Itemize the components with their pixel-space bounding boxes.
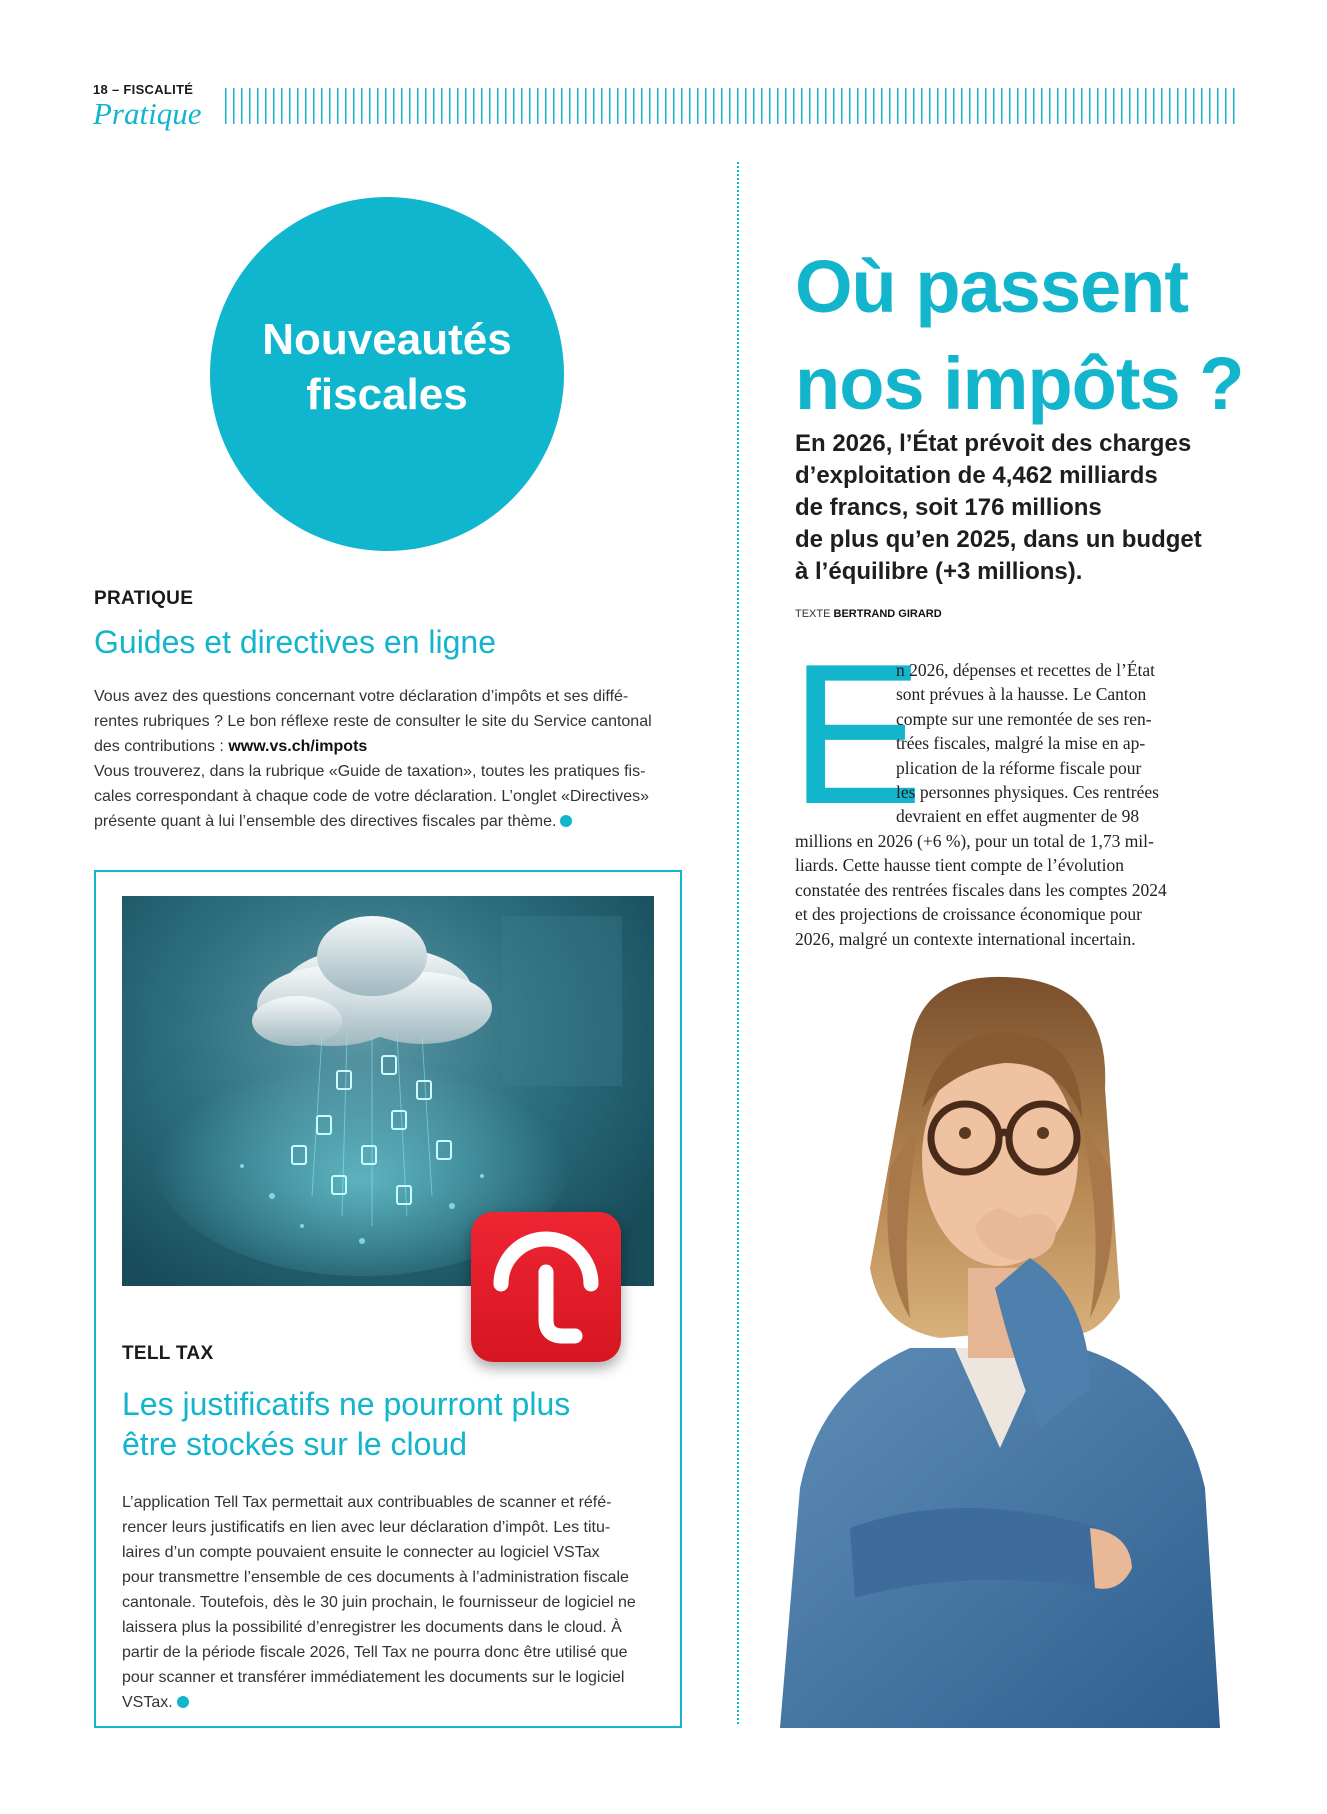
pratique-line: Vous avez des questions concernant votre déclaration d’impôts et ses diffé- bbox=[94, 688, 629, 705]
pratique-line: des contributions : www.vs.ch/impots bbox=[94, 738, 368, 755]
body-line: constatée des rentrées fiscales dans les comptes 2024 bbox=[795, 879, 1167, 900]
circle-title bbox=[242, 312, 532, 422]
telltax-title-line2: être stockés sur le cloud bbox=[122, 1426, 468, 1462]
end-dot-icon bbox=[560, 815, 572, 827]
telltax-line: partir de la période fiscale 2026, Tell Tax ne pourra donc être utilisé que bbox=[122, 1644, 628, 1661]
pratique-kicker: PRATIQUE bbox=[94, 588, 194, 609]
telltax-line: cantonale. Toutefois, dès le 30 juin prochain, le fournisseur de logiciel ne bbox=[122, 1594, 636, 1611]
pratique-line: cales correspondant à chaque code de votre déclaration. L’onglet «Directives» bbox=[94, 788, 650, 805]
drop-cap: E bbox=[790, 623, 924, 846]
vs-impots-link[interactable]: www.vs.ch/impots bbox=[228, 738, 368, 755]
body-line: sont prévues à la hausse. Le Canton bbox=[896, 684, 1147, 705]
circle-title-line1: Nouveautés bbox=[262, 315, 512, 364]
telltax-line: rencer leurs justificatifs en lien avec leur déclaration d’impôt. Les titu- bbox=[122, 1519, 611, 1536]
telltax-body bbox=[122, 1490, 658, 1715]
headline-line2: nos impôts ? bbox=[795, 342, 1244, 425]
telltax-line: pour transmettre l’ensemble de ces documents à l’administration fiscale bbox=[122, 1569, 629, 1586]
tell-tax-logo-icon bbox=[471, 1212, 621, 1362]
byline-author: BERTRAND GIRARD bbox=[833, 608, 942, 620]
section-name: Pratique bbox=[93, 96, 202, 131]
pratique-line: rentes rubriques ? Le bon réflexe reste de consulter le site du Service cantonal bbox=[94, 713, 652, 730]
body-line: 2026, malgré un contexte international incertain. bbox=[795, 928, 1136, 949]
article-lead bbox=[795, 428, 1225, 588]
pratique-line: Vous trouverez, dans la rubrique «Guide de taxation», toutes les pratiques fis- bbox=[94, 763, 646, 780]
pratique-line: présente quant à lui l’ensemble des directives fiscales par thème. bbox=[94, 809, 686, 834]
body-line: devraient en effet augmenter de 98 bbox=[896, 806, 1140, 827]
headline-line1: Où passent bbox=[795, 245, 1188, 328]
telltax-title-line1: Les justificatifs ne pourront plus bbox=[122, 1386, 571, 1422]
page-number-section: 18 – FISCALITÉ bbox=[93, 82, 194, 97]
woman-illustration bbox=[760, 968, 1235, 1728]
thinking-woman-photo bbox=[760, 968, 1235, 1728]
nouveautes-circle bbox=[210, 197, 564, 551]
tell-tax-app-icon bbox=[471, 1212, 621, 1362]
body-line: plication de la réforme fiscale pour bbox=[896, 757, 1142, 778]
article-headline bbox=[795, 238, 1243, 432]
telltax-line: pour scanner et transférer immédiatement les documents sur le logiciel bbox=[122, 1669, 625, 1686]
body-line: millions en 2026 (+6 %), pour un total de 1,73 mil- bbox=[795, 831, 1154, 851]
pratique-body bbox=[94, 684, 686, 834]
body-line: les personnes physiques. Ces rentrées bbox=[896, 782, 1159, 803]
body-line: liards. Cette hausse tient compte de l’évolution bbox=[795, 855, 1125, 876]
body-line: trées fiscales, malgré la mise en ap- bbox=[896, 733, 1146, 754]
header-hatch-rule bbox=[225, 88, 1237, 124]
byline bbox=[795, 608, 942, 620]
body-line: et des projections de croissance économique pour bbox=[795, 904, 1142, 925]
body-line: compte sur une remontée de ses ren- bbox=[896, 708, 1152, 729]
telltax-title bbox=[122, 1384, 570, 1464]
lead-line: d’exploitation de 4,462 milliards bbox=[795, 462, 1158, 489]
circle-title-line2: fiscales bbox=[306, 370, 468, 419]
lead-line: à l’équilibre (+3 millions). bbox=[795, 558, 1083, 585]
end-dot-icon bbox=[177, 1696, 189, 1708]
article-body-indented bbox=[896, 658, 1235, 829]
body-line: n 2026, dépenses et recettes de l’État bbox=[896, 660, 1155, 680]
lead-line: de plus qu’en 2025, dans un budget bbox=[795, 526, 1202, 553]
telltax-line: laissera plus la possibilité d’enregistrer les documents dans le cloud. À bbox=[122, 1619, 622, 1636]
pratique-title: Guides et directives en ligne bbox=[94, 624, 496, 660]
telltax-kicker: TELL TAX bbox=[122, 1343, 214, 1364]
telltax-line: VSTax. bbox=[122, 1690, 658, 1715]
telltax-line: L’application Tell Tax permettait aux contribuables de scanner et réfé- bbox=[122, 1494, 612, 1511]
lead-line: En 2026, l’État prévoit des charges bbox=[795, 430, 1192, 457]
article-body-full bbox=[795, 829, 1235, 951]
byline-label: TEXTE bbox=[795, 608, 831, 620]
telltax-line: laires d’un compte pouvaient ensuite le connecter au logiciel VSTax bbox=[122, 1544, 600, 1561]
column-divider bbox=[737, 162, 739, 1724]
lead-line: de francs, soit 176 millions bbox=[795, 494, 1102, 521]
